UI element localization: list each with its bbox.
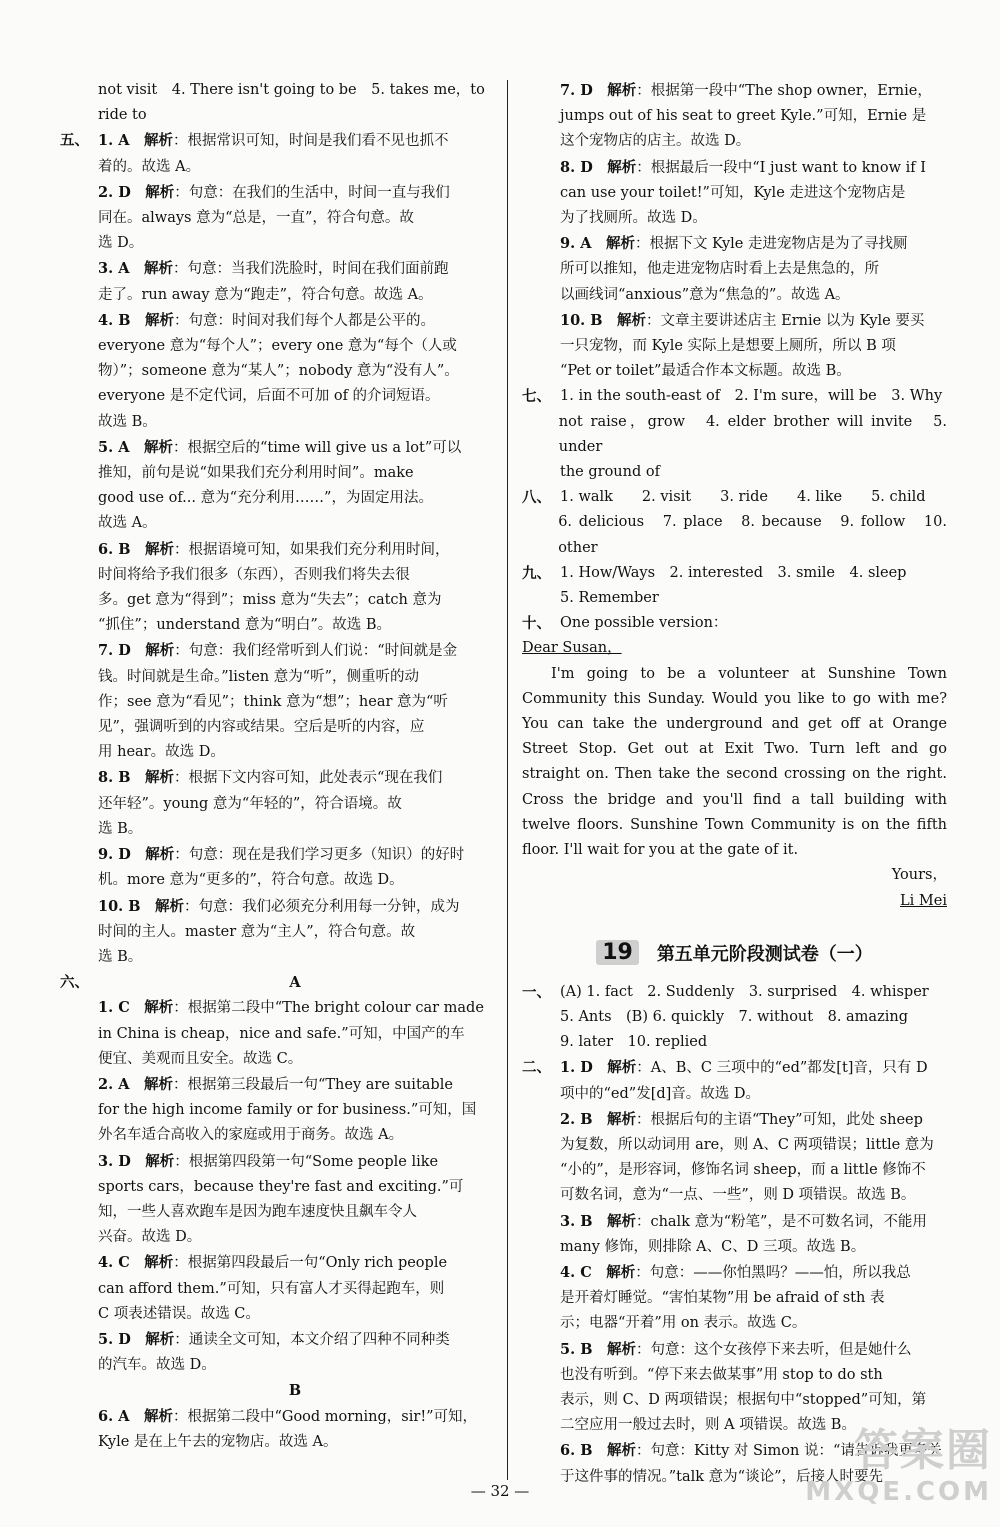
answer-letter: B (118, 311, 145, 329)
section-block (522, 980, 947, 1056)
answer-body (98, 1250, 492, 1327)
analysis-label: 解析 (144, 1254, 174, 1272)
item-number: 9. (560, 235, 581, 253)
answer-letter: D (118, 1152, 146, 1170)
item-number: 6. (98, 1407, 119, 1425)
answer-item (60, 256, 492, 307)
answer-line: good use of... 意为“充分利用……”，为固定用法。 (98, 490, 433, 507)
answer-line (560, 1055, 947, 1081)
section-text: 6. delicious 7. place 8. because 9. follow 10. other (558, 514, 947, 556)
analysis-text: ：句意：Kitty 对 Simon 说：“请告诉我更多关 (635, 1443, 942, 1460)
item-number: 3. (98, 1152, 119, 1170)
section-label: 一、 (522, 983, 551, 1001)
answer-line: for the high income family or for business.”可知，国 (98, 1102, 477, 1119)
item-number: 4. (98, 1254, 119, 1272)
answer-letter: D (118, 642, 146, 660)
answer-letter: A (118, 260, 144, 278)
column-divider (507, 80, 508, 1480)
analysis-text: ：句意：我们必须充分利用每一分钟，成为 (184, 898, 460, 915)
answer-line (98, 1250, 492, 1276)
analysis-text: ：根据下文内容可知，此处表示“现在我们 (173, 770, 443, 787)
answer-line (560, 1107, 947, 1133)
part-header (60, 970, 492, 995)
analysis-label: 解析 (145, 1330, 175, 1348)
answer-body (560, 1209, 947, 1260)
analysis-label: 解析 (145, 642, 175, 660)
answer-body (98, 435, 492, 537)
sample-essay (522, 611, 947, 913)
answer-line: 走了。run away 意为“跑走”，符合句意。故选 A。 (98, 286, 433, 303)
section-block (522, 485, 947, 561)
section-label: 五、 (60, 132, 89, 150)
answer-line: “小的”，是形容词，修饰名词 sheep，而 a little 修饰不 (560, 1162, 926, 1179)
answer-body (560, 155, 947, 232)
item-number: 9. (98, 846, 119, 864)
analysis-text: ：根据第二段中“Good morning，sir!”可知， (172, 1408, 478, 1425)
answer-letter: D (118, 846, 146, 864)
answer-item (522, 78, 947, 155)
section-text: (A) 1. fact 2. Suddenly 3. surprised 4. whisper (560, 983, 929, 1000)
answer-line (98, 128, 492, 154)
watermark-en: MXQE.COM (805, 1477, 992, 1507)
answer-item (522, 155, 947, 232)
item-number: 5. (98, 438, 119, 456)
item-number: 2. (98, 1075, 119, 1093)
analysis-label: 解析 (607, 158, 637, 176)
answer-line (98, 1072, 492, 1098)
essay-body: I'm going to be a volunteer at Sunshine Town Community this Sunday. Would you like to go with me? You can take the underground and get off at Orange Street Stop. Get out at Exit Two. Turn left and go straight on. Then take the second crossing on the right. Cross the bridge and you'll find a tall building with twelve floors. Sunshine Town Community is on the fifth floor. I'll wait for you at the gate of it. (522, 665, 947, 859)
analysis-text: ：句意：时间对我们每个人都是公平的。 (173, 312, 435, 329)
section-text: 1. in the south-east of 2. I'm sure，will be 3. Why (560, 388, 943, 405)
answer-body (98, 842, 492, 893)
answer-body (98, 638, 492, 765)
answer-line: many 修饰，则排除 A、C、D 三项。故选 B。 (560, 1238, 866, 1255)
analysis-label: 解析 (143, 1407, 173, 1425)
watermark-logo (787, 1425, 992, 1517)
analysis-text: ：chalk 意为“粉笔”，是不可数名词，不能用 (635, 1213, 927, 1230)
answer-item (60, 1149, 492, 1251)
answer-item (522, 231, 947, 308)
analysis-text: ：句意：当我们洗脸时，时间在我们面前跑 (172, 261, 449, 278)
intro-lines (60, 78, 492, 128)
answer-line: 推知，前句是说“如果我们充分利用时间”。make (98, 465, 414, 482)
answer-item (60, 765, 492, 842)
analysis-label: 解析 (144, 311, 174, 329)
item-number: 8. (98, 769, 119, 787)
answer-line: 外名车适合高收入的家庭或用于商务。故选 A。 (98, 1127, 404, 1144)
answer-line: 的汽车。故选 D。 (98, 1357, 216, 1374)
answer-body (98, 308, 492, 435)
analysis-label: 解析 (606, 1263, 636, 1281)
answer-line: 二空应用一般过去时，则 A 项错误。故选 B。 (560, 1417, 856, 1434)
section-line (522, 980, 947, 1005)
essay-greeting: Dear Susan， (522, 640, 622, 657)
answer-line: everyone 是不定代词，后面不可加 of 的介词短语。 (98, 388, 440, 405)
section-text: 5. Ants (B) 6. quickly 7. without 8. amazing (560, 1008, 908, 1025)
section-line (522, 1030, 947, 1055)
section-text: 1. walk 2. visit 3. ride 4. like 5. child (560, 489, 926, 506)
section-block (522, 384, 947, 485)
page-number: — 32 — (470, 1482, 530, 1500)
answer-line: in China is cheap，nice and safe.”可知，中国产的车 (98, 1025, 465, 1042)
answer-line (98, 1149, 492, 1175)
answer-line (98, 180, 492, 206)
answer-item (60, 638, 492, 765)
analysis-text: ：根据后句的主语“They”可知，此处 sheep (635, 1111, 923, 1128)
answer-letter: B (590, 311, 618, 329)
answer-line: everyone 意为“每个人”；every one 意为“每个（人或 (98, 338, 457, 355)
section-text: 1. How/Ways 2. interested 3. smile 4. sleep (560, 564, 907, 581)
answer-line: 项中的“ed”发[d]音。故选 D。 (560, 1085, 761, 1102)
section-label: 八、 (522, 489, 551, 507)
analysis-text: ：句意：我们经常听到人们说：“时间就是金 (174, 643, 458, 660)
answer-line (560, 1260, 947, 1286)
answer-line (560, 78, 947, 104)
section-text: 5. Remember (560, 590, 659, 607)
analysis-label: 解析 (606, 1340, 636, 1358)
answer-body (560, 1260, 947, 1337)
item-number: 2. (98, 183, 119, 201)
right-column (522, 78, 947, 1490)
answer-line (98, 256, 492, 282)
answer-line: 示；电器“开着”用 on 表示。故选 C。 (560, 1315, 807, 1332)
answer-line: 表示，则 C、D 两项错误；根据句中“stopped”可知，第 (560, 1391, 927, 1408)
analysis-text: ：根据常识可知，时间是我们看不见也抓不 (172, 133, 449, 150)
answer-line: 所可以推知，他走进宠物店时看上去是焦急的，所 (560, 261, 879, 278)
answer-line: 作；see 意为“看见”；think 意为“想”；hear 意为“听 (98, 693, 448, 710)
section-line (522, 485, 947, 510)
item-number: 7. (560, 82, 581, 99)
answer-letter: B (128, 897, 156, 915)
answer-line (98, 1404, 492, 1430)
answer-letter: B (580, 1110, 607, 1128)
answer-item (60, 435, 492, 537)
analysis-text: ：句意：现在是我们学习更多（知识）的好时 (174, 847, 465, 864)
analysis-text: ：根据第四段最后一句“Only rich people (173, 1255, 448, 1272)
unit-number: 19 (596, 940, 639, 965)
answer-line (560, 155, 947, 181)
section-label: 九、 (522, 564, 551, 582)
answer-line (560, 308, 947, 334)
answer-letter: D (118, 183, 146, 201)
analysis-label: 解析 (143, 438, 173, 456)
answer-line (560, 1337, 947, 1363)
item-number: 7. (98, 642, 119, 660)
answer-line (98, 995, 492, 1021)
analysis-label: 解析 (617, 311, 647, 329)
unit-title-text: 第五单元阶段测试卷（一） (656, 943, 873, 965)
answer-line: 以画线词“anxious”意为“焦急的”。故选 A。 (560, 286, 850, 303)
answer-letter: B (580, 1442, 607, 1460)
answer-line: 见”，强调听到的内容或结果。空后是听的内容，应 (98, 719, 425, 736)
item-number: 4. (560, 1263, 581, 1281)
answer-body (560, 1337, 947, 1439)
answer-line: C 项表述错误。故选 C。 (98, 1305, 260, 1322)
answer-item (522, 1260, 947, 1337)
analysis-label: 解析 (143, 132, 173, 150)
analysis-label: 解析 (144, 999, 174, 1017)
answer-line: 故选 B。 (98, 413, 157, 430)
section-line (522, 510, 947, 560)
item-number: 8. (560, 158, 581, 176)
answer-body (98, 1149, 492, 1251)
analysis-label: 解析 (155, 897, 185, 915)
analysis-text: ：句意：这个女孩停下来去听，但是她什么 (635, 1341, 912, 1358)
analysis-text: ：根据语境可知，如果我们充分利用时间， (173, 541, 450, 558)
item-number: 5. (98, 1330, 119, 1348)
analysis-label: 解析 (145, 183, 175, 201)
analysis-text: ：A、B、C 三项中的“ed”都发[t]音，只有 D (636, 1060, 928, 1077)
answer-line (98, 537, 492, 563)
answer-line (98, 638, 492, 664)
intro-line: not visit 4. There isn't going to be 5. takes me，to (98, 82, 485, 98)
answer-letter: B (118, 769, 145, 787)
answer-line: 可数名词，意为“一点、一些”，则 D 项错误。故选 B。 (560, 1187, 916, 1204)
answer-body (560, 231, 947, 308)
answer-line: Kyle 是在上午去的宠物店。故选 A。 (98, 1433, 338, 1450)
analysis-text: ：根据下文 Kyle 走进宠物店是为了寻找厕 (634, 236, 908, 253)
answer-line: 时间的主人。master 意为“主人”，符合句意。故 (98, 923, 416, 940)
analysis-label: 解析 (607, 1059, 637, 1077)
answer-line: 知，一些人喜欢跑车是因为跑车速度快且飙车令人 (98, 1203, 417, 1220)
answer-body (98, 765, 492, 842)
answer-line: 钱。时间就是生命。”listen 意为“听”，侧重听的动 (98, 668, 420, 685)
answer-line: 也没有听到。“停下来去做某事”用 stop to do sth (560, 1366, 883, 1383)
answer-line: can afford them.”可知，只有富人才买得起跑车，则 (98, 1280, 445, 1297)
item-number: 6. (98, 540, 119, 558)
analysis-text: ：根据最后一段中“I just want to know if I (636, 159, 926, 176)
answer-line: 兴奋。故选 D。 (98, 1229, 202, 1246)
answer-item (60, 128, 492, 179)
answer-line: 着的。故选 A。 (98, 158, 201, 175)
answer-line (98, 1327, 492, 1353)
answer-line: 用 hear。故选 D。 (98, 744, 225, 761)
answer-letter: A (580, 235, 606, 253)
essay-signature: Li Mei (900, 892, 947, 909)
section-line (522, 561, 947, 586)
analysis-label: 解析 (145, 846, 175, 864)
answer-item (60, 1072, 492, 1149)
answer-letter: B (580, 1212, 607, 1230)
analysis-text: ：根据第三段最后一句“They are suitable (172, 1076, 453, 1093)
answer-line: 选 B。 (98, 820, 143, 837)
left-column (60, 78, 492, 1455)
analysis-text: ：句意：——你怕黑吗？——怕，所以我总 (635, 1264, 911, 1281)
answer-line: “Pet or toilet”最适合作本文标题。故选 B。 (560, 363, 851, 380)
essay-intro: One possible version： (560, 615, 728, 632)
item-number: 10. (98, 897, 129, 915)
analysis-text: ：通读全文可知，本文介绍了四种不同种类 (174, 1331, 450, 1348)
section-line (522, 410, 947, 460)
analysis-text: ：根据第一段中“The shop owner，Ernie， (636, 83, 932, 99)
answer-line: 选 B。 (98, 948, 143, 965)
answer-line: 多。get 意为“得到”；miss 意为“失去”；catch 意为 (98, 592, 442, 609)
item-number: 1. (560, 1059, 581, 1077)
answer-line: jumps out of his seat to greet Kyle.”可知，Ernie 是 (560, 108, 927, 125)
answer-line (98, 765, 492, 791)
item-number: 1. (98, 132, 119, 150)
section-text: the ground of (560, 464, 660, 481)
answer-letter: A (118, 438, 144, 456)
analysis-label: 解析 (145, 1152, 175, 1170)
analysis-text: ：根据第二段中“The bright colour car made (173, 1000, 484, 1017)
answer-item (60, 1250, 492, 1327)
section-line (522, 586, 947, 611)
answer-line: 为复数，所以动词用 are，则 A、C 两项错误；little 意为 (560, 1136, 934, 1153)
answer-item (60, 842, 492, 893)
answer-letter: D (580, 158, 608, 176)
answer-item (522, 308, 947, 385)
analysis-label: 解析 (143, 1075, 173, 1093)
answer-body (98, 1327, 492, 1378)
analysis-label: 解析 (606, 1212, 636, 1230)
answer-line: 选 D。 (98, 235, 144, 252)
analysis-label: 解析 (606, 1110, 636, 1128)
answer-line (98, 894, 492, 920)
answer-item (60, 537, 492, 639)
section-text: not raise，grow 4. elder brother will invite 5. under (558, 413, 947, 455)
answer-item (522, 1055, 947, 1106)
answer-line: can use your toilet!”可知，Kyle 走进这个宠物店是 (560, 184, 906, 201)
answer-line: 这个宠物店的店主。故选 D。 (560, 133, 751, 150)
part-label-b: B (288, 1382, 302, 1400)
watermark-cn: 答案圈 (854, 1425, 992, 1476)
answer-letter: B (580, 1340, 607, 1358)
answer-line (98, 435, 492, 461)
answer-item (522, 1209, 947, 1260)
essay-closing: Yours， (891, 867, 947, 884)
section-line (522, 611, 947, 636)
answer-line: 还年轻”。young 意为“年轻的”，符合语境。故 (98, 795, 402, 812)
item-number: 5. (560, 1340, 581, 1358)
section-label: 二、 (522, 1059, 551, 1077)
item-number: 6. (560, 1442, 581, 1460)
answer-line: 为了找厕所。故选 D。 (560, 210, 707, 227)
answer-item (60, 308, 492, 435)
answer-line: sports cars，because they're fast and exciting.”可 (98, 1178, 464, 1195)
section-block (522, 561, 947, 611)
answer-item (522, 1107, 947, 1209)
part-label-a: A (289, 974, 301, 992)
answer-body (560, 1055, 947, 1106)
analysis-text: ：文章主要讲述店主 Ernie 以为 Kyle 要买 (646, 312, 925, 329)
answer-letter: A (118, 1075, 144, 1093)
analysis-label: 解析 (144, 540, 174, 558)
answer-line (560, 1209, 947, 1235)
analysis-text: ：根据空后的“time will give us a lot”可以 (172, 439, 462, 456)
answer-line: 一只宠物，而 Kyle 实际上是想要上厕所，所以 B 项 (560, 338, 896, 355)
answer-body (560, 78, 947, 155)
answer-letter: D (580, 82, 608, 99)
answer-letter: A (118, 132, 144, 150)
item-number: 2. (560, 1110, 581, 1128)
answer-line: 机。more 意为“更多的”，符合句意。故选 D。 (98, 872, 404, 889)
answer-line: 故选 A。 (98, 515, 157, 532)
answer-letter: B (118, 540, 145, 558)
answer-body (560, 308, 947, 385)
analysis-label: 解析 (607, 82, 637, 99)
intro-line: ride to (98, 107, 147, 124)
answer-line: 便宜、美观而且安全。故选 C。 (98, 1050, 303, 1067)
section-label: 七、 (522, 388, 551, 406)
answer-letter: A (118, 1407, 144, 1425)
answer-item (60, 1327, 492, 1378)
answer-item (60, 1404, 492, 1455)
answer-line: “抓住”；understand 意为“明白”。故选 B。 (98, 617, 392, 634)
section-line (522, 1005, 947, 1030)
answer-item (522, 1337, 947, 1439)
analysis-label: 解析 (606, 1442, 636, 1460)
section-label: 六、 (60, 974, 89, 992)
unit-title (522, 940, 947, 966)
analysis-label: 解析 (605, 235, 635, 253)
analysis-text: ：根据第四段第一句“Some people like (174, 1153, 439, 1170)
answer-line (560, 231, 947, 257)
item-number: 1. (98, 999, 119, 1017)
answer-item (60, 995, 492, 1072)
section-text: 9. later 10. replied (560, 1034, 708, 1051)
answer-body (98, 256, 492, 307)
analysis-label: 解析 (143, 260, 173, 278)
section-line (522, 384, 947, 409)
analysis-label: 解析 (144, 769, 174, 787)
answer-body (98, 894, 492, 971)
section-label: 十、 (522, 615, 551, 633)
answer-body (98, 537, 492, 639)
answer-item (60, 180, 492, 257)
answer-body (98, 128, 492, 179)
answer-line: 是开着灯睡觉。“害怕某物”用 be afraid of sth 表 (560, 1290, 885, 1307)
answer-line (98, 842, 492, 868)
answer-line: 同在。always 意为“总是，一直”，符合句意。故 (98, 210, 414, 227)
answer-line: 于这件事的情况。”talk 意为“谈论”，后接人时要先 (560, 1468, 883, 1485)
answer-letter: C (118, 1254, 145, 1272)
answer-letter: C (118, 999, 145, 1017)
answer-letter: C (580, 1263, 607, 1281)
answer-letter: D (118, 1330, 146, 1348)
answer-body (98, 1072, 492, 1149)
answer-body (560, 1107, 947, 1209)
analysis-text: ：句意：在我们的生活中，时间一直与我们 (174, 184, 450, 201)
answer-body (98, 180, 492, 257)
answer-line: 时间将给予我们很多（东西），否则我们将失去很 (98, 566, 410, 583)
answer-body (98, 1404, 492, 1455)
answer-letter: D (580, 1059, 608, 1077)
answer-line (98, 308, 492, 334)
answer-body (98, 995, 492, 1072)
item-number: 4. (98, 311, 119, 329)
answer-item (60, 894, 492, 971)
item-number: 3. (98, 260, 119, 278)
item-number: 10. (560, 311, 591, 329)
section-line (522, 460, 947, 485)
item-number: 3. (560, 1212, 581, 1230)
answer-line: 物）”；someone 意为“某人”；nobody 意为“没有人”。 (98, 363, 459, 380)
